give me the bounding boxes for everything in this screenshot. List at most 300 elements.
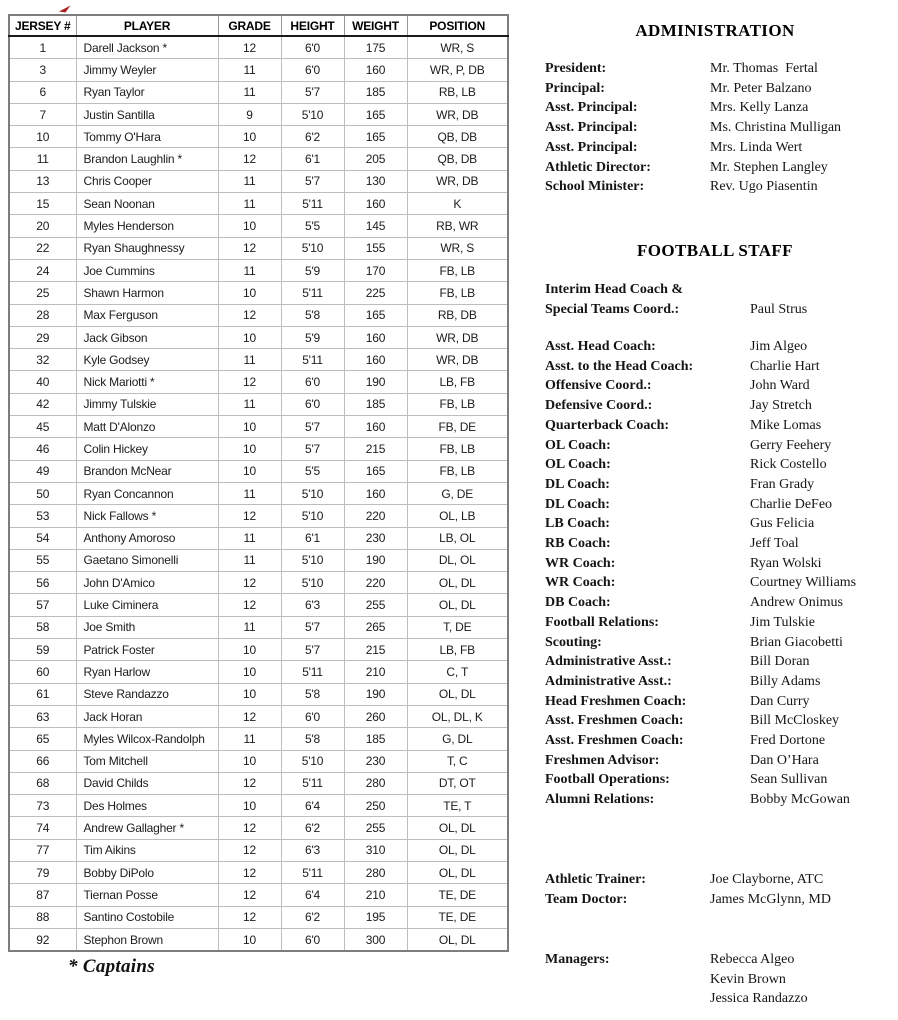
column-header-jersey: JERSEY # (9, 15, 76, 36)
cell-grade: 12 (218, 148, 281, 170)
cell-player: Ryan Concannon (76, 482, 218, 504)
cell-height: 5'10 (281, 505, 344, 527)
cell-height: 5'10 (281, 750, 344, 772)
table-row (9, 928, 508, 951)
cell-position: RB, WR (407, 215, 508, 237)
cell-player: Patrick Foster (76, 639, 218, 661)
cell-height: 5'9 (281, 259, 344, 281)
cell-height: 5'8 (281, 728, 344, 750)
cell-grade: 11 (218, 81, 281, 103)
cell-height: 5'11 (281, 193, 344, 215)
cell-position: WR, DB (407, 103, 508, 125)
table-row (9, 126, 508, 148)
cell-position: TE, DE (407, 884, 508, 906)
medical-row-label: Athletic Trainer: (545, 872, 646, 887)
cell-weight: 300 (344, 928, 407, 951)
table-row (9, 817, 508, 839)
cell-weight: 160 (344, 59, 407, 81)
cell-jersey: 29 (9, 326, 76, 348)
cell-weight: 260 (344, 705, 407, 727)
cell-jersey: 13 (9, 170, 76, 192)
cell-jersey: 3 (9, 59, 76, 81)
cell-position: LB, FB (407, 371, 508, 393)
table-row (9, 215, 508, 237)
cell-height: 5'8 (281, 304, 344, 326)
cell-position: OL, LB (407, 505, 508, 527)
staff-row-value: Billy Adams (750, 673, 821, 689)
staff-row-label: Defensive Coord.: (545, 398, 653, 414)
staff-row-value: Courtney Williams (750, 575, 857, 591)
administration-row-value: Ms. Christina Mulligan (710, 120, 842, 136)
cell-height: 5'7 (281, 416, 344, 438)
administration-row-value: Rev. Ugo Piasentin (710, 179, 818, 195)
cell-position: OL, DL (407, 572, 508, 594)
roster-table-header-row (9, 15, 508, 36)
staff-row-label: Administrative Asst.: (545, 673, 672, 689)
cell-weight: 210 (344, 661, 407, 683)
roster-table (8, 14, 509, 952)
staff-row (545, 711, 890, 731)
cell-player: Des Holmes (76, 795, 218, 817)
table-row (9, 416, 508, 438)
staff-row-label: Quarterback Coach: (545, 417, 670, 433)
cell-height: 5'10 (281, 572, 344, 594)
table-row (9, 482, 508, 504)
cell-weight: 265 (344, 616, 407, 638)
cell-weight: 255 (344, 594, 407, 616)
cell-height: 6'2 (281, 126, 344, 148)
staff-row-label: DL Coach: (545, 496, 610, 512)
cell-grade: 12 (218, 817, 281, 839)
staff-row-label: DL Coach: (545, 476, 610, 492)
staff-row (545, 436, 890, 456)
administration-row (545, 177, 890, 197)
right-column (545, 0, 890, 1020)
cell-position: G, DE (407, 482, 508, 504)
staff-row-value: Dan O’Hara (750, 752, 819, 768)
staff-row-value: Bobby McGowan (750, 792, 850, 808)
administration-row (545, 138, 890, 158)
staff-row-value: Rick Costello (750, 457, 827, 473)
cell-jersey: 42 (9, 393, 76, 415)
cell-player: Anthony Amoroso (76, 527, 218, 549)
administration-row (545, 59, 890, 79)
cell-grade: 10 (218, 460, 281, 482)
cell-weight: 215 (344, 438, 407, 460)
cell-weight: 165 (344, 103, 407, 125)
cell-jersey: 7 (9, 103, 76, 125)
staff-row-value: Charlie Hart (750, 358, 820, 374)
staff-row-value: Sean Sullivan (750, 772, 828, 788)
cell-position: FB, LB (407, 460, 508, 482)
staff-row-value: Jim Tulskie (750, 614, 815, 630)
cell-position: QB, DB (407, 148, 508, 170)
administration-row-value: Mr. Peter Balzano (710, 80, 812, 96)
cell-weight: 210 (344, 884, 407, 906)
table-row (9, 170, 508, 192)
staff-row-value: Fred Dortone (750, 733, 826, 749)
cell-player: Nick Fallows * (76, 505, 218, 527)
cell-position: FB, LB (407, 259, 508, 281)
managers-block (545, 950, 890, 1009)
cell-grade: 11 (218, 527, 281, 549)
cell-grade: 11 (218, 393, 281, 415)
staff-row-label: Asst. Head Coach: (545, 339, 656, 354)
staff-row-value: Charlie DeFeo (750, 496, 833, 512)
cell-position: K (407, 193, 508, 215)
cell-player: Max Ferguson (76, 304, 218, 326)
staff-row (545, 475, 890, 495)
cell-player: Tom Mitchell (76, 750, 218, 772)
cell-jersey: 92 (9, 928, 76, 951)
cell-height: 6'4 (281, 795, 344, 817)
administration-row (545, 158, 890, 178)
cell-jersey: 24 (9, 259, 76, 281)
cell-jersey: 6 (9, 81, 76, 103)
cell-height: 5'7 (281, 438, 344, 460)
cell-grade: 10 (218, 661, 281, 683)
table-row (9, 304, 508, 326)
head-coach-label-line2: Special Teams Coord.: (545, 301, 680, 317)
staff-row-label: Asst. Freshmen Coach: (545, 733, 684, 749)
administration-row (545, 98, 890, 118)
cell-grade: 12 (218, 371, 281, 393)
table-row (9, 148, 508, 170)
staff-row-value: Mike Lomas (750, 417, 822, 433)
cell-height: 5'11 (281, 772, 344, 794)
cell-player: Gaetano Simonelli (76, 549, 218, 571)
staff-row (545, 396, 890, 416)
cell-weight: 145 (344, 215, 407, 237)
cell-jersey: 32 (9, 349, 76, 371)
cell-grade: 11 (218, 549, 281, 571)
staff-row (545, 337, 890, 357)
staff-row (545, 376, 890, 396)
cell-height: 6'0 (281, 393, 344, 415)
medical-staff-list (545, 870, 890, 909)
cell-weight: 205 (344, 148, 407, 170)
cell-weight: 160 (344, 482, 407, 504)
cell-jersey: 87 (9, 884, 76, 906)
cell-grade: 11 (218, 349, 281, 371)
cell-height: 6'0 (281, 705, 344, 727)
column-header-weight: WEIGHT (344, 15, 407, 36)
table-row (9, 193, 508, 215)
cell-height: 6'0 (281, 928, 344, 951)
head-coach-label-line1: Interim Head Coach & (545, 282, 684, 297)
cell-height: 6'1 (281, 148, 344, 170)
cell-weight: 160 (344, 349, 407, 371)
cell-height: 6'2 (281, 817, 344, 839)
cell-height: 5'10 (281, 103, 344, 125)
cell-player: Myles Wilcox-Randolph (76, 728, 218, 750)
cell-height: 6'4 (281, 884, 344, 906)
table-row (9, 861, 508, 883)
cell-player: Matt D'Alonzo (76, 416, 218, 438)
table-row (9, 683, 508, 705)
medical-row-label: Team Doctor: (545, 891, 628, 907)
cell-weight: 220 (344, 572, 407, 594)
cell-jersey: 15 (9, 193, 76, 215)
medical-row (545, 870, 890, 890)
cell-grade: 12 (218, 705, 281, 727)
cell-jersey: 45 (9, 416, 76, 438)
cell-position: TE, DE (407, 906, 508, 928)
staff-row-label: LB Coach: (545, 516, 610, 532)
cell-height: 5'11 (281, 661, 344, 683)
staff-row-value: Brian Giacobetti (750, 634, 843, 650)
cell-weight: 155 (344, 237, 407, 259)
medical-row-value: James McGlynn, MD (710, 891, 831, 907)
staff-row-value: Jay Stretch (750, 398, 812, 414)
column-header-player: PLAYER (76, 15, 218, 36)
table-row (9, 527, 508, 549)
cell-jersey: 77 (9, 839, 76, 861)
cell-grade: 10 (218, 750, 281, 772)
cell-jersey: 10 (9, 126, 76, 148)
captains-note: * Captains (68, 956, 155, 977)
administration-row-value: Mr. Stephen Langley (710, 159, 828, 175)
table-row (9, 616, 508, 638)
cell-position: QB, DB (407, 126, 508, 148)
staff-row-label: Offensive Coord.: (545, 378, 652, 394)
staff-row-value: Bill Doran (750, 654, 810, 670)
cell-position: WR, DB (407, 170, 508, 192)
cell-player: Shawn Harmon (76, 282, 218, 304)
table-row (9, 884, 508, 906)
managers-label: Managers: (545, 952, 610, 967)
staff-row (545, 593, 890, 613)
administration-row-label: Asst. Principal: (545, 120, 638, 136)
cell-height: 6'3 (281, 594, 344, 616)
cell-player: David Childs (76, 772, 218, 794)
table-row (9, 59, 508, 81)
cell-height: 5'7 (281, 81, 344, 103)
cell-position: G, DL (407, 728, 508, 750)
manager-name: Rebecca Algeo (710, 952, 795, 967)
staff-row-label: RB Coach: (545, 536, 611, 552)
cell-player: Ryan Shaughnessy (76, 237, 218, 259)
cell-weight: 185 (344, 728, 407, 750)
cell-grade: 12 (218, 572, 281, 594)
cell-player: Chris Cooper (76, 170, 218, 192)
staff-row (545, 514, 890, 534)
staff-row (545, 554, 890, 574)
cell-weight: 230 (344, 750, 407, 772)
cell-position: OL, DL (407, 594, 508, 616)
administration-row-label: Asst. Principal: (545, 139, 638, 155)
cell-position: RB, LB (407, 81, 508, 103)
cell-jersey: 50 (9, 482, 76, 504)
administration-row-value: Mrs. Kelly Lanza (710, 100, 809, 116)
cell-player: Myles Henderson (76, 215, 218, 237)
cell-weight: 190 (344, 371, 407, 393)
staff-row-label: DB Coach: (545, 595, 611, 611)
cell-height: 5'11 (281, 282, 344, 304)
table-row (9, 438, 508, 460)
table-row (9, 728, 508, 750)
cell-player: Andrew Gallagher * (76, 817, 218, 839)
head-coach-value: Paul Strus (750, 301, 808, 317)
cell-position: WR, S (407, 36, 508, 59)
cell-position: OL, DL (407, 817, 508, 839)
cell-grade: 11 (218, 59, 281, 81)
administration-row-value: Mr. Thomas Fertal (710, 61, 818, 76)
cell-weight: 280 (344, 861, 407, 883)
cell-position: FB, LB (407, 393, 508, 415)
cell-weight: 185 (344, 393, 407, 415)
table-row (9, 572, 508, 594)
cell-jersey: 20 (9, 215, 76, 237)
cell-player: Ryan Taylor (76, 81, 218, 103)
cell-weight: 230 (344, 527, 407, 549)
cell-grade: 12 (218, 772, 281, 794)
cell-player: Joe Cummins (76, 259, 218, 281)
manager-name: Jessica Randazzo (710, 991, 808, 1007)
cell-position: T, C (407, 750, 508, 772)
staff-row (545, 790, 890, 810)
staff-row (545, 416, 890, 436)
cell-player: Stephon Brown (76, 928, 218, 951)
cell-weight: 195 (344, 906, 407, 928)
cell-grade: 12 (218, 594, 281, 616)
staff-row-label: OL Coach: (545, 437, 611, 453)
cell-jersey: 65 (9, 728, 76, 750)
table-row (9, 639, 508, 661)
cell-jersey: 59 (9, 639, 76, 661)
administration-row-label: Athletic Director: (545, 159, 651, 175)
cell-grade: 10 (218, 416, 281, 438)
cell-position: TE, T (407, 795, 508, 817)
staff-row-label: Asst. Freshmen Coach: (545, 713, 684, 729)
cell-weight: 185 (344, 81, 407, 103)
staff-row-label: Administrative Asst.: (545, 654, 672, 670)
staff-row-value: Bill McCloskey (750, 713, 840, 729)
cell-player: Tiernan Posse (76, 884, 218, 906)
staff-row-label: Football Operations: (545, 772, 670, 788)
column-header-height: HEIGHT (281, 15, 344, 36)
cell-position: OL, DL (407, 839, 508, 861)
cell-jersey: 22 (9, 237, 76, 259)
cell-jersey: 40 (9, 371, 76, 393)
cell-weight: 160 (344, 326, 407, 348)
cell-player: Nick Mariotti * (76, 371, 218, 393)
staff-row-label: WR Coach: (545, 555, 616, 571)
cell-height: 5'7 (281, 639, 344, 661)
cell-jersey: 88 (9, 906, 76, 928)
cell-height: 6'3 (281, 839, 344, 861)
cell-weight: 190 (344, 549, 407, 571)
administration-row (545, 118, 890, 138)
cell-grade: 10 (218, 683, 281, 705)
administration-row-value: Mrs. Linda Wert (710, 139, 803, 155)
cell-height: 5'5 (281, 460, 344, 482)
staff-row (545, 770, 890, 790)
administration-row-label: School Minister: (545, 179, 645, 195)
cell-player: Ryan Harlow (76, 661, 218, 683)
cell-player: Justin Santilla (76, 103, 218, 125)
staff-row (545, 613, 890, 633)
cell-grade: 12 (218, 906, 281, 928)
cell-grade: 10 (218, 126, 281, 148)
cell-grade: 12 (218, 36, 281, 59)
cell-grade: 10 (218, 215, 281, 237)
cell-height: 6'0 (281, 371, 344, 393)
cell-jersey: 55 (9, 549, 76, 571)
cell-position: FB, LB (407, 282, 508, 304)
cell-grade: 12 (218, 304, 281, 326)
table-row (9, 795, 508, 817)
table-row (9, 36, 508, 59)
staff-row-label: Asst. to the Head Coach: (545, 358, 694, 374)
staff-row (545, 633, 890, 653)
cell-grade: 9 (218, 103, 281, 125)
cell-player: Jack Gibson (76, 326, 218, 348)
column-header-grade: GRADE (218, 15, 281, 36)
cell-jersey: 46 (9, 438, 76, 460)
table-row (9, 371, 508, 393)
cell-weight: 160 (344, 193, 407, 215)
cell-height: 5'9 (281, 326, 344, 348)
cell-position: C, T (407, 661, 508, 683)
staff-row-label: Alumni Relations: (545, 792, 655, 808)
table-row (9, 393, 508, 415)
cell-jersey: 28 (9, 304, 76, 326)
roster-table-body (9, 36, 508, 951)
staff-row-value: Ryan Wolski (750, 555, 822, 571)
cell-weight: 255 (344, 817, 407, 839)
cell-position: WR, DB (407, 349, 508, 371)
cell-weight: 215 (344, 639, 407, 661)
cell-height: 5'11 (281, 861, 344, 883)
cell-grade: 11 (218, 259, 281, 281)
staff-row-value: Fran Grady (750, 476, 815, 492)
staff-row-label: Freshmen Advisor: (545, 752, 660, 768)
cell-position: WR, S (407, 237, 508, 259)
cell-player: Santino Costobile (76, 906, 218, 928)
administration-row (545, 79, 890, 99)
staff-row-value: Andrew Onimus (750, 595, 843, 611)
cell-weight: 165 (344, 460, 407, 482)
staff-row (545, 652, 890, 672)
table-row (9, 505, 508, 527)
managers-values (710, 950, 808, 1009)
table-row (9, 549, 508, 571)
cell-position: LB, OL (407, 527, 508, 549)
cell-player: Jimmy Tulskie (76, 393, 218, 415)
staff-row-label: Football Relations: (545, 614, 659, 630)
cell-jersey: 49 (9, 460, 76, 482)
cell-position: DT, OT (407, 772, 508, 794)
cell-position: DL, OL (407, 549, 508, 571)
administration-title: ADMINISTRATION (635, 21, 795, 40)
cell-grade: 11 (218, 482, 281, 504)
staff-row-value: John Ward (750, 378, 810, 394)
cell-position: RB, DB (407, 304, 508, 326)
cell-player: Kyle Godsey (76, 349, 218, 371)
table-row (9, 326, 508, 348)
cell-position: FB, LB (407, 438, 508, 460)
cell-weight: 250 (344, 795, 407, 817)
cell-jersey: 58 (9, 616, 76, 638)
head-coach-block (545, 280, 890, 319)
cell-player: Sean Noonan (76, 193, 218, 215)
cell-grade: 10 (218, 928, 281, 951)
cell-position: T, DE (407, 616, 508, 638)
cell-jersey: 56 (9, 572, 76, 594)
cell-position: LB, FB (407, 639, 508, 661)
staff-row-value: Jim Algeo (750, 339, 808, 354)
